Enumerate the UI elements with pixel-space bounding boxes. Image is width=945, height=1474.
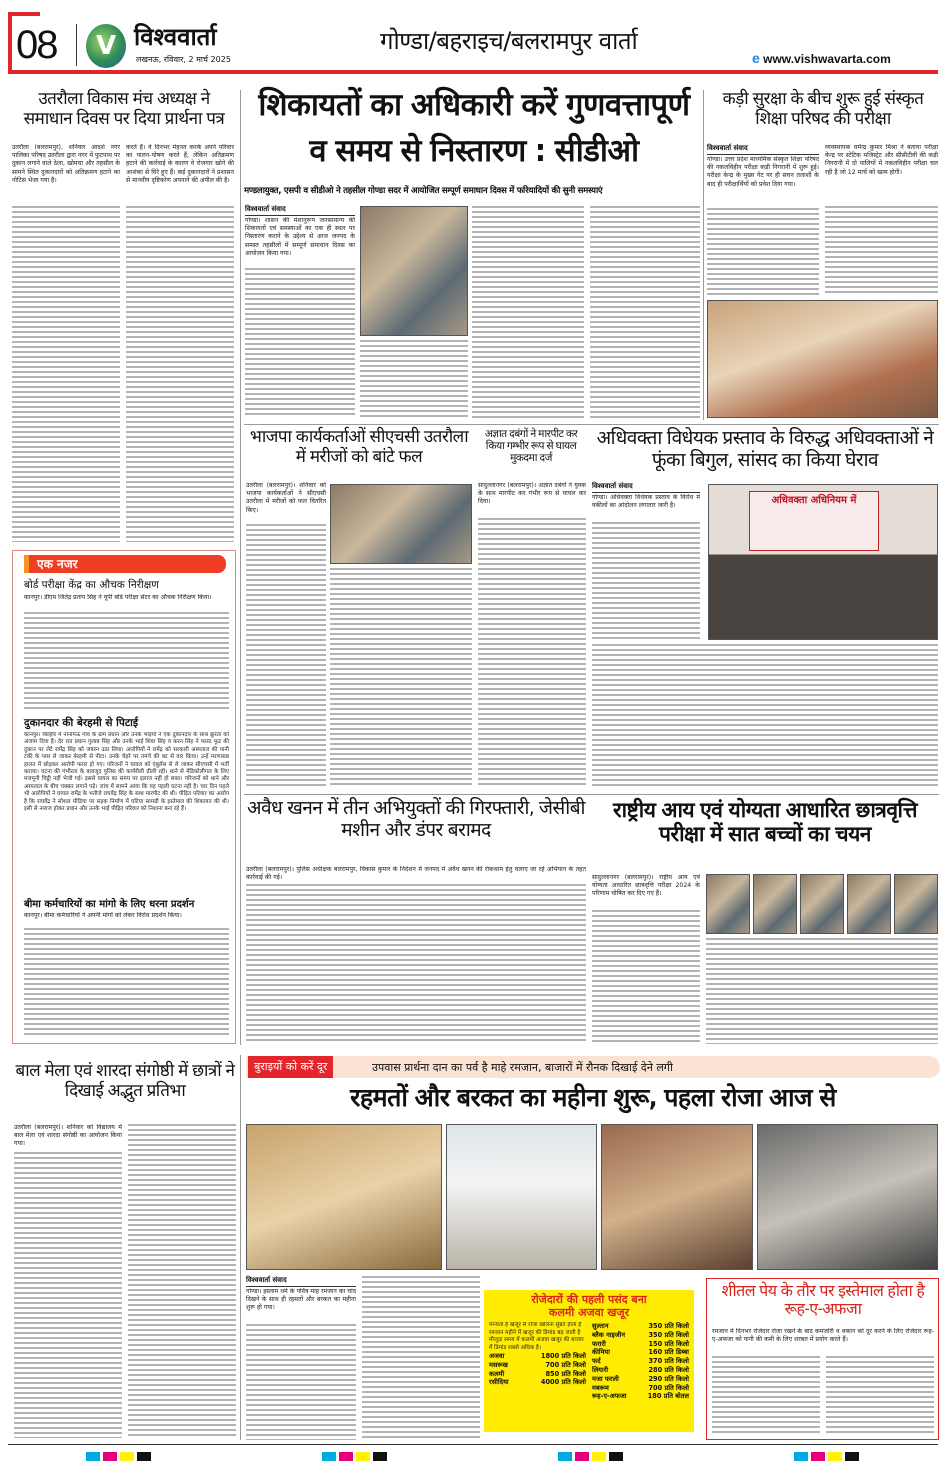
color-registration-marks	[0, 1452, 945, 1466]
date-variety: रसीदिया	[489, 1378, 509, 1387]
website-link[interactable]: e www.vishwavarta.com	[752, 50, 891, 66]
text-lines	[24, 928, 229, 1038]
text-lines	[246, 884, 586, 1044]
price-row	[592, 1322, 689, 1331]
article-body: उतरौला (बलरामपुर)। शनिवार को विद्यालय में बाल मेला एवं शारदा संगोष्ठी का आयोजन किया गया।	[14, 1124, 122, 1148]
logo: V	[86, 24, 126, 68]
date-variety: मसरूख	[489, 1360, 508, 1369]
color-swatch	[137, 1452, 151, 1461]
headline: रहमतों और बरकत का महीना शुरू, पहला रोजा आज से	[350, 1083, 836, 1112]
price-row	[592, 1348, 689, 1357]
date-variety: रूह-ए-अफजा	[592, 1392, 627, 1401]
text-lines	[245, 268, 355, 418]
student-photo	[800, 874, 844, 934]
price: 180 प्रति बोतल	[647, 1392, 689, 1401]
date-variety: मजा फरली	[592, 1374, 619, 1383]
article-body: उतरौला (बलरामपुर)। शनिवार को भाजपा कार्यकर्ताओं ने सीएचसी उतरौला में मरीजों को फल वितरित किए।	[246, 482, 326, 514]
color-swatch	[845, 1452, 859, 1461]
text-lines	[360, 340, 468, 418]
price: 850 प्रति किलो	[545, 1369, 586, 1378]
text-lines	[128, 1124, 236, 1438]
color-swatch	[103, 1452, 117, 1461]
internet-explorer-icon: e	[752, 50, 760, 66]
price: 280 प्रति किलो	[648, 1365, 689, 1374]
price-row	[489, 1378, 586, 1387]
byline: विश्ववार्ता संवाद	[592, 482, 700, 493]
text-lines	[592, 644, 938, 788]
paper-name: विश्ववार्ता	[134, 23, 217, 51]
date-variety: मबरूम	[592, 1383, 609, 1392]
article-body: गोण्डा। उत्तर प्रदेश माध्यमिक संस्कृत शिक्षा परिषद की नकलविहीन परीक्षा कड़ी निगरानी में शुरू हुई। परीक्षा केन्द्र के मुख्य गेट पर ही सघन तलाशी के बाद ही परीक्षार्थियों को प्रवेश दिया गया।	[707, 156, 819, 188]
price: 290 प्रति किलो	[648, 1374, 689, 1383]
color-swatch	[373, 1452, 387, 1461]
headline: कड़ी सुरक्षा के बीच शुरू हुई संस्कृत शिक्षा परिषद की परीक्षा	[722, 89, 924, 129]
price: 350 प्रति किलो	[648, 1322, 689, 1330]
date-variety: ब्लैक नाइजीन	[592, 1330, 625, 1339]
text-lines	[478, 518, 586, 788]
photo-shop	[601, 1124, 752, 1270]
color-swatch	[609, 1452, 623, 1461]
color-swatch	[794, 1452, 808, 1461]
article-body: करते हैं। वे दिनभर मेहनत करके अपने परिवार का पालन-पोषण करते हैं, लेकिन अतिक्रमण हटाने की कार्रवाई के कारण वे रोजगार खोने की आशंका से घिरे हुए हैं। कई दुकानदारों ने प्रशासन से मानवीय दृष्टिकोण अपनाने की अपील की है।	[126, 144, 234, 184]
color-swatch	[322, 1452, 336, 1461]
protest-banner: अधिवक्ता अधिनियम में	[749, 491, 879, 551]
price-row	[592, 1392, 689, 1401]
student-photo	[847, 874, 891, 934]
date-variety: कलमी	[489, 1369, 505, 1378]
headline: भाजपा कार्यकर्ताओं सीएचसी उतरौला में मरीजों को बांटे फल	[249, 427, 469, 467]
color-swatch	[811, 1452, 825, 1461]
price: 350 प्रति किलो	[648, 1330, 689, 1339]
text-lines	[826, 1356, 934, 1436]
color-swatch	[558, 1452, 572, 1461]
price-list-left	[489, 1352, 586, 1387]
text-lines	[246, 524, 326, 788]
date-variety: लियारी	[592, 1365, 609, 1374]
kicker-text: उपवास प्रार्थना दान का पर्व है माहे रमजान, बाजारों में रौनक दिखाई देने लगी	[372, 1061, 673, 1074]
divider	[76, 24, 77, 66]
headline: शीतल पेय के तौर पर इस्तेमाल होता है रूह-ए-अफजा	[721, 1281, 925, 1319]
khajur-box	[484, 1290, 694, 1432]
article-body: उतरौला (बलरामपुर)। पुलिस अधीक्षक बलरामपुर, विकास कुमार के निर्देशन में जनपद में अवैध खनन की रोकथाम हेतु चलाए जा रहे अभियान के तहत कार्रवाई की गई।	[246, 866, 586, 882]
color-swatch	[828, 1452, 842, 1461]
text-lines	[706, 938, 938, 1044]
date-variety: फर्द	[592, 1357, 601, 1366]
byline: विश्ववार्ता संवाद	[246, 1276, 356, 1287]
article-body: व्यवस्थापक धर्मेन्द्र कुमार मिश्रा ने बताया परीक्षा केन्द्र पर स्टेटिक मजिस्ट्रेट और सीसीटीवी की कड़ी निगरानी में दो पालियों में नकलविहीन परीक्षा चल रही है जो 12 मार्च को खत्म होगी।	[825, 144, 938, 176]
headline: राष्ट्रीय आय एवं योग्यता आधारित छात्रवृत्ति परीक्षा में सात बच्चों का चयन	[612, 798, 917, 847]
headline: अज्ञात दबंगों ने मारपीट कर किया गम्भीर रूप से घायल मुकदमा दर्ज	[484, 428, 578, 465]
article-body: गोण्डा। अधिवक्ता विधेयक प्रस्ताव के विरोध में वकीलों का आंदोलन लगातार जारी है।	[592, 494, 700, 510]
text-lines	[592, 522, 700, 640]
color-swatch	[120, 1452, 134, 1461]
student-photo	[706, 874, 750, 934]
article-body: सादुल्लानगर (बलरामपुर)। राष्ट्रीय आय एवं योग्यता आधारित छात्रवृत्ति परीक्षा 2024 के परिणाम घोषित कर दिए गए हैं।	[592, 874, 700, 898]
price: 4000 प्रति किलो	[540, 1378, 586, 1387]
price-row	[592, 1366, 689, 1375]
price: 1800 प्रति किलो	[540, 1352, 586, 1360]
text-lines	[330, 568, 472, 788]
article-body: गोण्डा। शासन की मंशानुरूप जनसामान्य की शिकायतों एवं समस्याओं का एक ही स्थल पर निस्तारण कराने के उद्देश्य से आज जनपद के समस्त तहसीलों में सम्पूर्ण समाधान दिवस का आयोजन किया गया।	[245, 217, 355, 257]
price-row	[592, 1357, 689, 1366]
date-variety: फरारी	[592, 1339, 606, 1348]
photo-market	[246, 1124, 442, 1270]
price-row	[592, 1331, 689, 1340]
text-lines	[825, 206, 938, 296]
text-lines	[14, 1152, 122, 1438]
price: 700 प्रति किलो	[648, 1383, 689, 1392]
date-variety: कीमिया	[592, 1348, 610, 1357]
byline: विश्ववार्ता संवाद	[707, 144, 819, 155]
ek-nazar-label: एक नजर	[24, 555, 226, 573]
student-photo	[894, 874, 938, 934]
headline: अधिवक्ता विधेयक प्रस्ताव के विरुद्ध अधिवक्ताओं ने फूंका बिगुल, सांसद का किया घेराव	[596, 427, 934, 471]
page-number: 08	[16, 23, 57, 67]
price: 370 प्रति किलो	[648, 1357, 689, 1366]
photo-street	[757, 1124, 938, 1270]
ramzan-photos	[246, 1124, 938, 1270]
price-row	[489, 1352, 586, 1361]
price: 160 प्रति डिब्बा	[648, 1348, 689, 1357]
student-photos	[706, 874, 938, 934]
date-variety: सुल्तान	[592, 1322, 609, 1330]
khajur-intro: मान्यता है खजूर से रोजा खोलना सुन्नत होता है रमजान महीने में खजूर की डिमांड बढ़ जाती है मौजूदा समय में कलमी अजवा खजूर की बाजार में डिमांड सबसे अधिक है।	[489, 1322, 584, 1351]
color-swatch	[592, 1452, 606, 1461]
price: 700 प्रति किलो	[545, 1360, 586, 1369]
text-lines	[362, 1276, 480, 1440]
text-lines	[246, 1324, 356, 1440]
text-lines	[712, 1356, 820, 1436]
text-lines	[472, 206, 584, 418]
kicker-tag: बुराइयों को करें दूर	[248, 1056, 333, 1078]
headline: अवैध खनन में तीन अभियुक्तों की गिरफ्तारी, जेसीबी मशीन और डंपर बरामद	[247, 797, 585, 841]
text-lines	[590, 206, 700, 418]
article-body: सादुल्लानगर (बलरामपुर)। अज्ञात दबंगों ने युवक के साथ मारपीट कर गंभीर रूप से घायल कर दिया।	[478, 482, 586, 506]
article-body: रमजान में दिनभर रोजेदार रोजा रखने के बाद कमजोरी व थकान को दूर करने के लिए रोजेदार रूह-ए-अफजा को पानी की कमी के लिए शरबत में प्रयोग करते हैं।	[712, 1328, 934, 1344]
article-body: कानपुर। बीमा कर्मचारियों ने अपनी मांगों को लेकर विरोध प्रदर्शन किया।	[24, 912, 182, 919]
photo-fruit-distribution	[330, 484, 472, 564]
dateline: लखनऊ, रविवार, 2 मार्च 2025	[136, 55, 231, 64]
color-swatch	[339, 1452, 353, 1461]
section-title: गोण्डा/बहराइच/बलरामपुर वार्ता	[380, 27, 638, 55]
photo-mosque	[446, 1124, 597, 1270]
price-row	[489, 1361, 586, 1370]
photo-samadhan-diwas	[360, 206, 468, 336]
article-body: कानपुर। डीएम जितेंद्र प्रताप सिंह ने यूपी बोर्ड परीक्षा सेंटर का औचक निरीक्षण किया।	[24, 594, 212, 601]
headline: उतरौला विकास मंच अध्यक्ष ने समाधान दिवस पर दिया प्रार्थना पत्र	[23, 89, 225, 129]
photo-exam	[707, 300, 938, 418]
price-row	[592, 1375, 689, 1384]
price-list-right	[592, 1322, 689, 1401]
date-variety: अजवा	[489, 1352, 505, 1360]
student-photo	[753, 874, 797, 934]
text-lines	[126, 206, 234, 542]
lead-headline-2: व समय से निस्तारण : सीडीओ	[309, 133, 639, 169]
color-swatch	[575, 1452, 589, 1461]
text-lines	[24, 612, 229, 712]
text-lines	[707, 208, 819, 296]
subheadline: बोर्ड परीक्षा केंद्र का औचक निरीक्षण	[24, 579, 159, 591]
text-lines	[592, 910, 700, 1044]
lead-headline: शिकायतों का अधिकारी करें गुणवत्तापूर्ण	[258, 87, 690, 123]
article-body: कानपुर। बिल्हौर में नानामऊ गांव के ग्राम प्रधान और उनके भाइयों ने एक दुकानदार के साथ क्रूरता को अंजाम दिया है। देर रात प्रधान गुलाब सिंह और उनके भाई शिवा सिंह व करन सिंह ने फास्ट फूड की दुकान पर लेटे रामेंद्र सिंह को जबरन उठा लिया। आरोपियों ने रामेंद्र को सरकारी अस्पताल की पानी टंकी के पास ले जाकर बेरहमी से पीटा। उनके चेहरे पर तमंचे की बट से वार किया। उन्हें मरणासन्न हालत में छोड़कर आरोपी फरार हो गए। परिजनों ने घायल को एंबुलेंस से ले जाकर सीएचसी में भर्ती कराया। घटना की गंभीरता के बावजूद पुलिस की कार्यशैली ढीली रही। थाने से मेडिकोलीगल के लिए मजमूनी चिट्ठी नहीं भेजी गई। इससे घायल का समय पर इलाज नहीं हो सका। परिजनों को थाने और अस्पताल के बीच चक्कर लगाने पड़े। जांच में सामने आया कि यह पहली घटना नहीं है। चार दिन पहले भी आरोपियों ने घायल रामेंद्र के भतीजे राघवेंद्र सिंह के साथ मारपीट की थी। पीड़ित परिवार का आरोप है कि राघवेंद्र ने सोशल मीडिया पर सड़क निर्माण में घटिया सामग्री के इस्तेमाल की शिकायत की थी। इसी से नाराज होकर प्रधान और उनके भाई पीड़ित परिवार को निशाना बना रहे हैं।	[24, 732, 229, 813]
color-swatch	[86, 1452, 100, 1461]
color-swatch	[356, 1452, 370, 1461]
headline: बाल मेला एवं शारदा संगोष्ठी में छात्रों ने दिखाई अद्भुत प्रतिभा	[15, 1061, 235, 1101]
price: 150 प्रति किलो	[648, 1339, 689, 1348]
khajur-title: रोजेदारों की पहली पसंद बना कलमी अजवा खजूर	[531, 1293, 647, 1319]
text-lines	[12, 206, 120, 542]
photo-advocates-protest	[708, 484, 938, 640]
subheadline: दुकानदार की बेरहमी से पिटाई	[24, 717, 138, 729]
article-body: गोण्डा। इस्लाम धर्म के पवित्र माह रमजान का चांद दिखने के साथ ही रहमतों और बरकत का महीना शुरू हो गया।	[246, 1288, 356, 1312]
lead-subhead: मण्डलायुक्त, एसपी व सीडीओ ने तहसील गोण्डा सदर में आयोजित सम्पूर्ण समाधान दिवस में फरियादियों की सुनी समस्याएं	[244, 186, 603, 196]
subheadline: बीमा कर्मचारियों का मांगो के लिए धरना प्रदर्शन	[24, 899, 195, 910]
byline: विश्ववार्ता संवाद	[245, 205, 355, 216]
article-body: उतरौला (बलरामपुर), शनिवार आदर्श नगर पालिका परिषद उतरौला द्वारा नगर में फुटपाथ पर दुकान लगाने वाले ठेला, खोमचा और तहसील के सामने स्थित दुकानदारों को अतिक्रमण हटाने का नोटिस भेजा गया है।	[12, 144, 120, 184]
